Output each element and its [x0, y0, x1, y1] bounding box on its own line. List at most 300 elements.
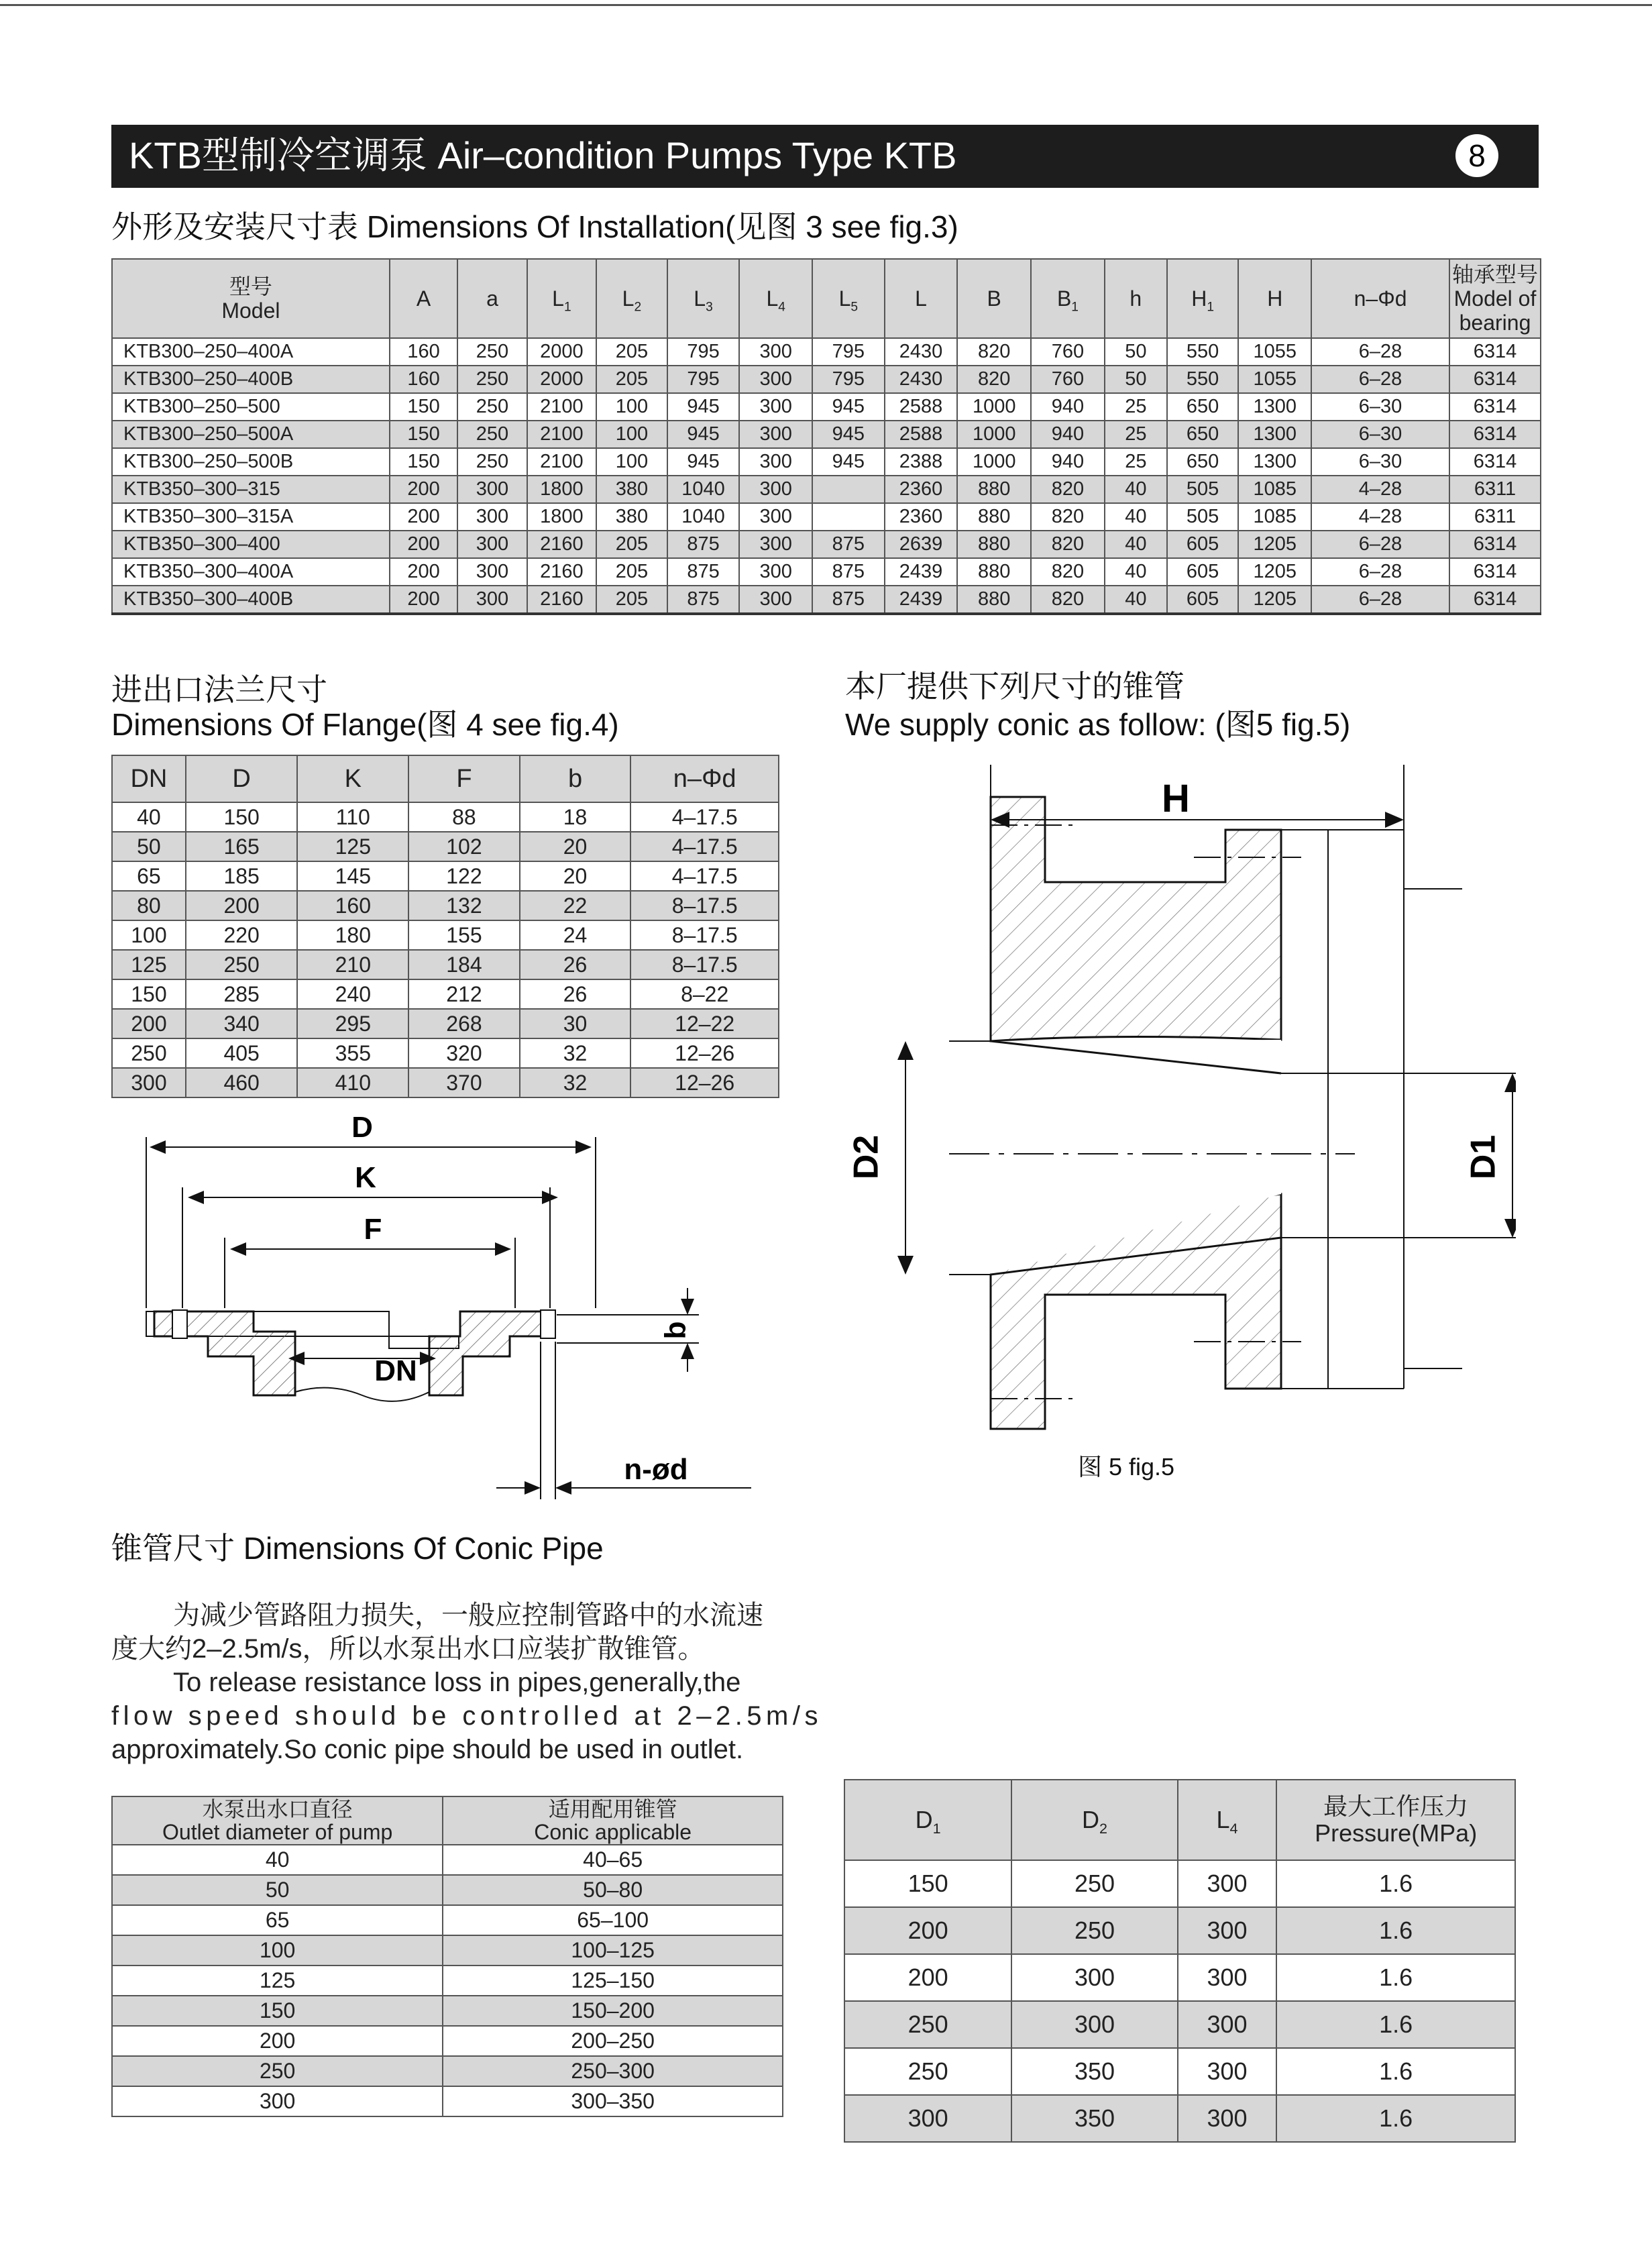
para-en-line1: To release resistance loss in pipes,generally,the	[173, 1668, 741, 1697]
installation-row-cell: 1800	[527, 503, 596, 531]
installation-row-cell: 6314	[1449, 393, 1541, 421]
installation-row-cell: 875	[812, 586, 885, 614]
installation-row	[112, 531, 1541, 558]
flange-right-section	[429, 1310, 555, 1395]
col-L: L	[885, 259, 958, 338]
outlet-row	[112, 1996, 783, 2026]
installation-row-cell: 250	[457, 366, 527, 393]
flange-row-cell: 160	[297, 891, 408, 920]
installation-row-cell: 205	[596, 586, 667, 614]
label-b: b	[659, 1321, 692, 1340]
installation-row-cell: 1055	[1238, 338, 1311, 366]
col-d1: $D_1$	[844, 1780, 1011, 1860]
installation-row-cell: 100	[596, 448, 667, 476]
flange-col-header: n–Φd	[630, 755, 779, 802]
installation-row-cell: KTB350–300–315	[112, 476, 390, 503]
conic-heading-cn: 本厂提供下列尺寸的锥管	[845, 669, 1185, 704]
col-l4: $L_4$	[1178, 1780, 1277, 1860]
installation-row	[112, 448, 1541, 476]
page-title: KTB型制冷空调泵 Air–condition Pumps Type KTB	[129, 134, 957, 176]
installation-row-cell: 875	[667, 531, 740, 558]
flange-row-cell: 240	[297, 979, 408, 1009]
col-d2: $D_2$	[1011, 1780, 1177, 1860]
installation-row-cell: 40	[1105, 531, 1167, 558]
installation-row	[112, 338, 1541, 366]
flange-row	[112, 1038, 779, 1068]
flange-row	[112, 920, 779, 950]
installation-row-cell: 820	[1031, 531, 1105, 558]
outlet-row	[112, 2086, 783, 2116]
installation-row-cell: 1300	[1238, 421, 1311, 448]
installation-row-cell: 820	[1031, 476, 1105, 503]
installation-row-cell: 300	[457, 586, 527, 614]
fig5-caption: 图 5 fig.5	[1078, 1453, 1175, 1481]
installation-row-cell: 6–28	[1311, 586, 1449, 614]
flange-table	[111, 755, 779, 1098]
installation-row-cell: 2100	[527, 421, 596, 448]
flange-row-cell: 8–17.5	[630, 891, 779, 920]
outlet-row	[112, 1875, 783, 1905]
installation-row-cell: 1040	[667, 476, 740, 503]
installation-row-cell: 300	[739, 366, 812, 393]
flange-heading-cn: 进出口法兰尺寸	[111, 672, 327, 707]
installation-row-cell: 40	[1105, 503, 1167, 531]
installation-row-cell: 940	[1031, 393, 1105, 421]
installation-row-cell: 875	[812, 531, 885, 558]
installation-row-cell: 50	[1105, 366, 1167, 393]
installation-row-cell: 1085	[1238, 503, 1311, 531]
col-H1: $H_1$	[1167, 259, 1239, 338]
flange-row-cell: 12–26	[630, 1068, 779, 1097]
installation-row-cell: 650	[1167, 393, 1239, 421]
installation-row-cell: 300	[739, 531, 812, 558]
installation-row-cell: 40	[1105, 558, 1167, 586]
conic-row-cell: 250	[1011, 1907, 1177, 1954]
installation-row-cell: 300	[457, 503, 527, 531]
outlet-row-cell: 50–80	[443, 1875, 783, 1905]
flange-row-cell: 145	[297, 861, 408, 891]
installation-row-cell: 6–30	[1311, 393, 1449, 421]
conic-row-cell: 300	[1178, 2095, 1277, 2142]
flange-row-cell: 250	[112, 1038, 186, 1068]
flange-row-cell: 165	[186, 832, 298, 861]
installation-row-cell: 2430	[885, 338, 958, 366]
installation-row-cell: 550	[1167, 366, 1239, 393]
conic-row-cell: 300	[1178, 1907, 1277, 1954]
flange-row-cell: 320	[408, 1038, 520, 1068]
label-d1: D1	[1464, 1134, 1503, 1180]
outlet-row-cell: 65–100	[443, 1905, 783, 1935]
flange-row-cell: 65	[112, 861, 186, 891]
installation-row-cell: 300	[739, 421, 812, 448]
flange-row-cell: 460	[186, 1068, 298, 1097]
flange-row-cell: 12–22	[630, 1009, 779, 1038]
conic-diagram	[845, 765, 1516, 1462]
conic-row-cell: 1.6	[1276, 1907, 1515, 1954]
flange-left-section	[154, 1310, 295, 1395]
installation-row-cell: 880	[957, 503, 1031, 531]
label-f: F	[364, 1213, 382, 1246]
flange-row-cell: 285	[186, 979, 298, 1009]
installation-row-cell: 820	[957, 366, 1031, 393]
installation-row-cell: KTB300–250–500A	[112, 421, 390, 448]
installation-table	[111, 258, 1541, 615]
conic-row	[844, 1907, 1515, 1954]
installation-row-cell: 6–28	[1311, 366, 1449, 393]
installation-row-cell: 2639	[885, 531, 958, 558]
installation-row-cell: 2160	[527, 586, 596, 614]
installation-row-cell: 1800	[527, 476, 596, 503]
conic-row	[844, 1954, 1515, 2001]
installation-row-cell: 795	[812, 366, 885, 393]
flange-row	[112, 1009, 779, 1038]
installation-row-cell: 650	[1167, 421, 1239, 448]
flange-row-cell: 340	[186, 1009, 298, 1038]
installation-row-cell: 6314	[1449, 366, 1541, 393]
flange-row-cell: 8–22	[630, 979, 779, 1009]
conic-row-cell: 300	[1178, 1954, 1277, 2001]
installation-row-cell: 300	[739, 448, 812, 476]
outlet-row-cell: 300	[112, 2086, 443, 2116]
conic-row	[844, 1860, 1515, 1907]
installation-row-cell: 505	[1167, 476, 1239, 503]
flange-row-cell: 295	[297, 1009, 408, 1038]
conic-row-cell: 200	[844, 1954, 1011, 2001]
installation-row-cell: 205	[596, 558, 667, 586]
flange-row-cell: 155	[408, 920, 520, 950]
installation-row-cell: KTB350–300–400B	[112, 586, 390, 614]
outlet-row	[112, 1845, 783, 1875]
flange-row	[112, 891, 779, 920]
installation-row-cell: 2100	[527, 448, 596, 476]
flange-row-cell: 100	[112, 920, 186, 950]
installation-row-cell: 250	[457, 338, 527, 366]
installation-row-cell: 40	[1105, 476, 1167, 503]
installation-row-cell: 880	[957, 558, 1031, 586]
installation-row-cell: 6–28	[1311, 558, 1449, 586]
flange-col-header: K	[297, 755, 408, 802]
flange-row-cell: 184	[408, 950, 520, 979]
installation-row-cell: KTB300–250–500B	[112, 448, 390, 476]
installation-row-cell: 880	[957, 531, 1031, 558]
installation-row-cell: 380	[596, 476, 667, 503]
installation-row-cell: 945	[667, 393, 740, 421]
installation-row-cell: 940	[1031, 421, 1105, 448]
flange-row-cell: 12–26	[630, 1038, 779, 1068]
installation-row-cell: 6–28	[1311, 338, 1449, 366]
conic-row-cell: 350	[1011, 2048, 1177, 2095]
col-L3: $L_3$	[667, 259, 740, 338]
installation-row-cell: 945	[812, 421, 885, 448]
installation-row-cell: 300	[739, 338, 812, 366]
installation-row-cell: 250	[457, 448, 527, 476]
installation-row-cell: 6311	[1449, 503, 1541, 531]
installation-row-cell: 200	[390, 531, 457, 558]
installation-row-cell: 605	[1167, 531, 1239, 558]
col-a: a	[457, 259, 527, 338]
outlet-row-cell: 100–125	[443, 1935, 783, 1966]
installation-row-cell: 875	[667, 558, 740, 586]
outlet-row-cell: 300–350	[443, 2086, 783, 2116]
installation-row-cell: 1205	[1238, 586, 1311, 614]
installation-row-cell: 650	[1167, 448, 1239, 476]
installation-row-cell: 6314	[1449, 338, 1541, 366]
installation-row-cell: KTB350–300–315A	[112, 503, 390, 531]
installation-header-row	[112, 259, 1541, 338]
installation-row-cell: 200	[390, 476, 457, 503]
para-cn-line2: 度大约2–2.5m/s，所以水泵出水口应装扩散锥管。	[111, 1634, 705, 1664]
col-L1: $L_1$	[527, 259, 596, 338]
installation-row-cell: KTB350–300–400	[112, 531, 390, 558]
outlet-row	[112, 1935, 783, 1966]
col-H: H	[1238, 259, 1311, 338]
flange-row	[112, 861, 779, 891]
flange-row-cell: 8–17.5	[630, 950, 779, 979]
flange-row-cell: 355	[297, 1038, 408, 1068]
conic-row-cell: 1.6	[1276, 2048, 1515, 2095]
installation-row-cell: 300	[739, 503, 812, 531]
conic-row-cell: 1.6	[1276, 2095, 1515, 2142]
installation-row-cell: 795	[667, 366, 740, 393]
flange-header-row	[112, 755, 779, 802]
installation-row-cell: 2588	[885, 393, 958, 421]
flange-row-cell: 300	[112, 1068, 186, 1097]
col-L4: $L_4$	[739, 259, 812, 338]
installation-row-cell: 6314	[1449, 586, 1541, 614]
title-banner	[111, 125, 1539, 188]
flange-row-cell: 80	[112, 891, 186, 920]
flange-row-cell: 102	[408, 832, 520, 861]
installation-row-cell: 880	[957, 476, 1031, 503]
conic-row-cell: 250	[844, 2048, 1011, 2095]
installation-row-cell: 300	[739, 476, 812, 503]
installation-row-cell: 760	[1031, 366, 1105, 393]
installation-row-cell: 820	[1031, 558, 1105, 586]
installation-row-cell: 940	[1031, 448, 1105, 476]
installation-row-cell: 250	[457, 393, 527, 421]
para-en-line2: flow speed should be controlled at 2–2.5m/s	[111, 1701, 822, 1731]
installation-row-cell: 300	[457, 476, 527, 503]
col-conic-applicable: 适用配用锥管 Conic applicable	[443, 1796, 783, 1845]
installation-row-cell: 1205	[1238, 531, 1311, 558]
col-L5: $L_5$	[812, 259, 885, 338]
label-nd: n-ød	[624, 1453, 688, 1486]
flange-row-cell: 32	[520, 1068, 631, 1097]
installation-row-cell: 300	[739, 586, 812, 614]
flange-heading-en: Dimensions Of Flange(图 4 see fig.4)	[111, 707, 619, 742]
installation-row-cell	[812, 476, 885, 503]
installation-row	[112, 366, 1541, 393]
flange-row-cell: 132	[408, 891, 520, 920]
flange-row	[112, 950, 779, 979]
flange-row-cell: 268	[408, 1009, 520, 1038]
installation-row-cell: 150	[390, 393, 457, 421]
conic-row	[844, 2095, 1515, 2142]
conic-row-cell: 1.6	[1276, 1860, 1515, 1907]
installation-row-cell: 1000	[957, 448, 1031, 476]
installation-row-cell: 2360	[885, 503, 958, 531]
installation-row-cell: 6–28	[1311, 531, 1449, 558]
installation-row-cell: 2439	[885, 558, 958, 586]
installation-row	[112, 476, 1541, 503]
installation-row-cell: 300	[457, 558, 527, 586]
outlet-header-row	[112, 1796, 783, 1845]
flange-row-cell: 110	[297, 802, 408, 832]
installation-row-cell: 300	[739, 558, 812, 586]
flange-row-cell: 24	[520, 920, 631, 950]
flange-row-cell: 122	[408, 861, 520, 891]
page-number-badge: 8	[1455, 134, 1498, 177]
installation-row-cell: 150	[390, 448, 457, 476]
installation-row-cell: 820	[957, 338, 1031, 366]
installation-row-cell: 160	[390, 338, 457, 366]
outlet-row-cell: 125–150	[443, 1966, 783, 1996]
para-cn-line1: 为减少管路阻力损失，一般应控制管路中的水流速	[173, 1601, 763, 1630]
installation-row-cell: 200	[390, 586, 457, 614]
conic-row-cell: 300	[1178, 1860, 1277, 1907]
installation-row-cell: 795	[667, 338, 740, 366]
flange-row-cell: 4–17.5	[630, 861, 779, 891]
installation-row-cell: 875	[812, 558, 885, 586]
installation-row-cell: 205	[596, 338, 667, 366]
installation-row-cell: 300	[739, 393, 812, 421]
outlet-row	[112, 2026, 783, 2056]
col-L2: $L_2$	[596, 259, 667, 338]
installation-row-cell: 605	[1167, 558, 1239, 586]
conic-row-cell: 350	[1011, 2095, 1177, 2142]
flange-diagram	[134, 1107, 771, 1509]
conic-pressure-table	[844, 1779, 1516, 2143]
installation-row-cell: 205	[596, 366, 667, 393]
installation-row-cell: 1205	[1238, 558, 1311, 586]
outlet-row-cell: 100	[112, 1935, 443, 1966]
flange-col-header: F	[408, 755, 520, 802]
col-B: B	[957, 259, 1031, 338]
installation-row-cell: 945	[812, 393, 885, 421]
installation-row-cell: 1300	[1238, 393, 1311, 421]
installation-row-cell: 760	[1031, 338, 1105, 366]
installation-heading: 外形及安装尺寸表 Dimensions Of Installation(见图 3 see fig.3)	[111, 209, 958, 244]
installation-row-cell: 6314	[1449, 421, 1541, 448]
flange-col-header: D	[186, 755, 298, 802]
flange-row-cell: 185	[186, 861, 298, 891]
conic-row-cell: 300	[1178, 2048, 1277, 2095]
flange-row-cell: 125	[297, 832, 408, 861]
top-rule	[0, 4, 1652, 6]
conic-row-cell: 1.6	[1276, 1954, 1515, 2001]
installation-row-cell	[812, 503, 885, 531]
outlet-row	[112, 2056, 783, 2086]
installation-row-cell: 250	[457, 421, 527, 448]
outlet-row-cell: 150–200	[443, 1996, 783, 2026]
outlet-row-cell: 50	[112, 1875, 443, 1905]
outlet-row-cell: 65	[112, 1905, 443, 1935]
col-h: h	[1105, 259, 1167, 338]
flange-row-cell: 200	[112, 1009, 186, 1038]
installation-row-cell: 4–28	[1311, 503, 1449, 531]
col-bearing: 轴承型号 Model of bearing	[1449, 259, 1541, 338]
installation-row-cell: 160	[390, 366, 457, 393]
installation-row-cell: 875	[667, 586, 740, 614]
installation-row-cell: 50	[1105, 338, 1167, 366]
installation-row-cell: KTB300–250–400B	[112, 366, 390, 393]
conic-row-cell: 300	[1011, 2001, 1177, 2048]
flange-row-cell: 8–17.5	[630, 920, 779, 950]
flange-row-cell: 18	[520, 802, 631, 832]
label-d2: D2	[846, 1134, 886, 1180]
label-k: K	[355, 1161, 376, 1194]
installation-row-cell: 380	[596, 503, 667, 531]
outlet-row-cell: 200	[112, 2026, 443, 2056]
installation-row-cell: 6–30	[1311, 448, 1449, 476]
flange-row-cell: 250	[186, 950, 298, 979]
installation-row-cell: KTB350–300–400A	[112, 558, 390, 586]
flange-row	[112, 1068, 779, 1097]
col-pressure: 最大工作压力 Pressure(MPa)	[1276, 1780, 1515, 1860]
installation-row-cell: 505	[1167, 503, 1239, 531]
installation-row-cell: 200	[390, 503, 457, 531]
label-dn: DN	[374, 1354, 417, 1387]
col-n-phi-d: n–Φd	[1311, 259, 1449, 338]
conic-pipe-heading: 锥管尺寸 Dimensions Of Conic Pipe	[111, 1531, 604, 1566]
installation-row-cell: 550	[1167, 338, 1239, 366]
flange-row-cell: 30	[520, 1009, 631, 1038]
installation-row-cell: 945	[667, 448, 740, 476]
conic-row-cell: 300	[1011, 1954, 1177, 2001]
flange-row-cell: 26	[520, 979, 631, 1009]
outlet-row-cell: 40–65	[443, 1845, 783, 1875]
installation-row-cell: KTB300–250–400A	[112, 338, 390, 366]
installation-row-cell: 1040	[667, 503, 740, 531]
conic-row-cell: 300	[844, 2095, 1011, 2142]
installation-row-cell: 6–30	[1311, 421, 1449, 448]
installation-row-cell: 2000	[527, 338, 596, 366]
flange-row-cell: 210	[297, 950, 408, 979]
conic-row	[844, 2001, 1515, 2048]
flange-row-cell: 125	[112, 950, 186, 979]
installation-row	[112, 558, 1541, 586]
installation-row-cell: 2160	[527, 531, 596, 558]
installation-row-cell: 6311	[1449, 476, 1541, 503]
installation-row-cell: 1000	[957, 421, 1031, 448]
outlet-row-cell: 150	[112, 1996, 443, 2026]
installation-row-cell: 6314	[1449, 558, 1541, 586]
flange-row-cell: 200	[186, 891, 298, 920]
conic-pipe-description	[111, 1599, 822, 1766]
flange-row-cell: 150	[112, 979, 186, 1009]
installation-row-cell: 1000	[957, 393, 1031, 421]
outlet-row	[112, 1905, 783, 1935]
flange-row-cell: 180	[297, 920, 408, 950]
conic-row-cell: 300	[1178, 2001, 1277, 2048]
flange-row-cell: 20	[520, 861, 631, 891]
installation-row-cell: 795	[812, 338, 885, 366]
installation-row-cell: 205	[596, 531, 667, 558]
installation-row-cell: 2439	[885, 586, 958, 614]
installation-row-cell: 1055	[1238, 366, 1311, 393]
label-d: D	[351, 1111, 373, 1144]
conic-header-row	[844, 1780, 1515, 1860]
installation-row-cell: 2100	[527, 393, 596, 421]
installation-row	[112, 393, 1541, 421]
conic-row-cell: 250	[1011, 1860, 1177, 1907]
installation-row-cell: 2360	[885, 476, 958, 503]
conic-row-cell: 250	[844, 2001, 1011, 2048]
flange-row-cell: 220	[186, 920, 298, 950]
conic-upper-wall	[991, 797, 1281, 1041]
flange-row-cell: 212	[408, 979, 520, 1009]
installation-row-cell: 25	[1105, 421, 1167, 448]
